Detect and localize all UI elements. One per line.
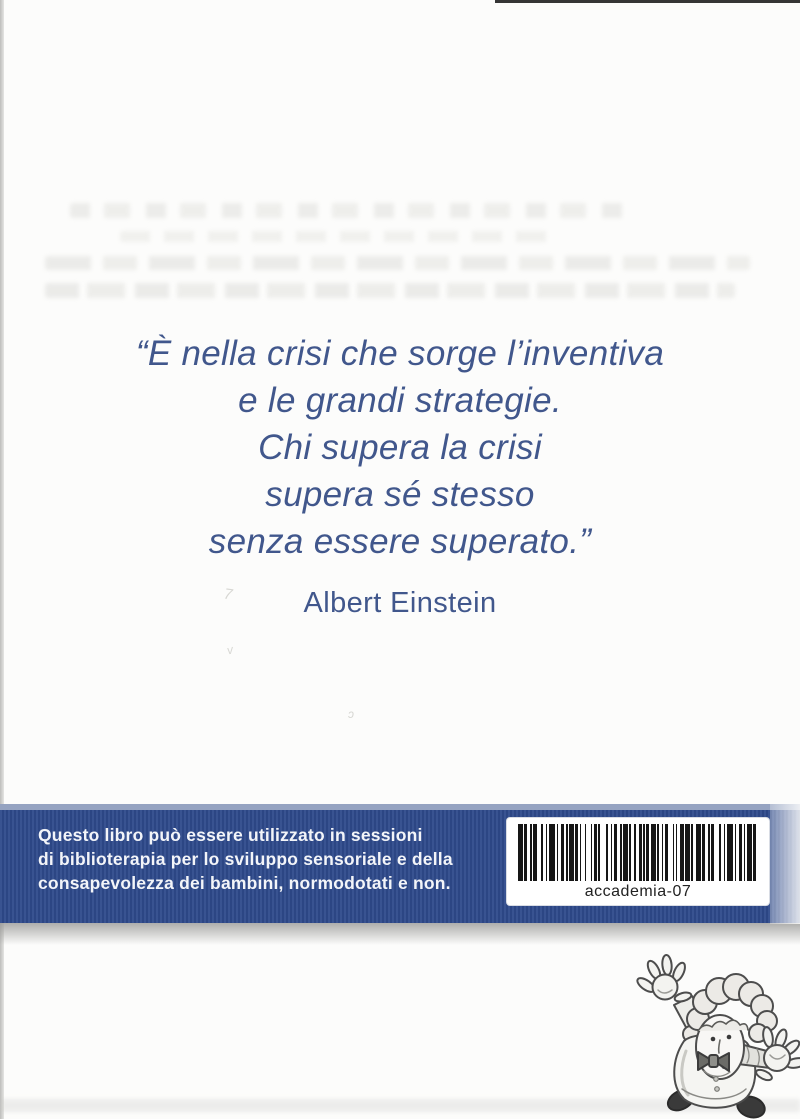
banner-text-line: Questo libro può essere utilizzato in sessioni bbox=[38, 825, 423, 845]
bleed-through-mark: 7 bbox=[222, 585, 234, 604]
quote-line: “È nella crisi che sorge l’inventiva bbox=[135, 334, 665, 373]
bleed-through-text-row bbox=[45, 283, 735, 298]
quote-line: supera sé stesso bbox=[265, 475, 535, 514]
bleed-through-text-row bbox=[45, 256, 750, 270]
banner-text bbox=[38, 823, 453, 895]
scan-edge-top bbox=[495, 0, 800, 3]
scan-edge-left bbox=[0, 0, 4, 1119]
banner-text-line: di biblioterapia per lo sviluppo sensoriale e della bbox=[38, 849, 453, 869]
barcode bbox=[507, 818, 769, 905]
barcode-bars bbox=[518, 824, 758, 881]
scan-fade-right bbox=[770, 804, 800, 924]
barcode-label: accademia-07 bbox=[584, 883, 692, 900]
bleed-through-text-row bbox=[120, 231, 550, 242]
quote-attribution: Albert Einstein bbox=[303, 587, 497, 619]
quote-line: e le grandi strategie. bbox=[238, 381, 562, 420]
bleed-through-mark: ɔ bbox=[348, 707, 354, 721]
einstein-mascot-illustration bbox=[620, 939, 800, 1119]
bleed-through-text-row bbox=[70, 203, 630, 218]
banner-text-line: consapevolezza dei bambini, normodotati e non. bbox=[38, 873, 451, 893]
quote-line: senza essere superato.” bbox=[208, 522, 592, 561]
quote-line: Chi supera la crisi bbox=[258, 428, 542, 467]
quote-block bbox=[50, 330, 750, 621]
bleed-through-mark: v bbox=[225, 642, 235, 658]
